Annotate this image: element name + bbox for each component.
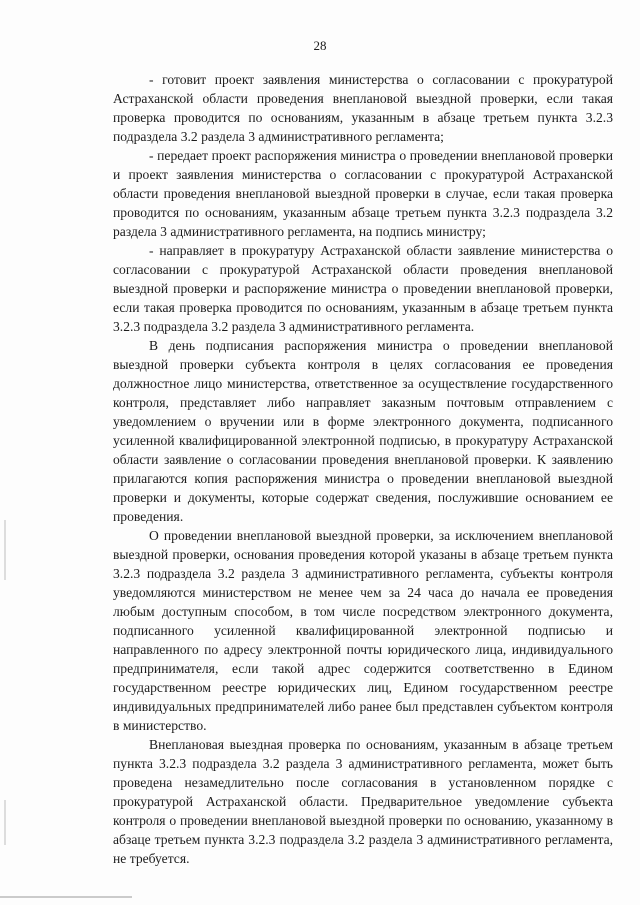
paragraph-1: - готовит проект заявления министерства о согласовании с прокуратурой Астраханской области проведения внеплановой выездной проверки, если такая проверка проводится по основаниям, указанным в абзаце третьем пункта 3.2.3 подраздела 3.2 раздела 3 административного регламента; (113, 72, 613, 144)
scan-edge-mark-upper (4, 520, 6, 580)
scan-edge-mark-lower (4, 800, 6, 845)
page-number: 28 (313, 38, 327, 53)
paragraph-6: Внеплановая выездная проверка по основаниям, указанным в абзаце третьем пункта 3.2.3 подраздела 3.2 раздела 3 административного регламента, может быть проведена незамедлительно после согласования в установленном порядке с прокуратурой Астраханской области. Предварительное уведомление субъекта контроля о проведении внеплановой выездной проверки по основанию, указанному в абзаце третьем пункта 3.2.3 подраздела 3.2 раздела 3 административного регламента, не требуется. (113, 737, 613, 866)
paragraph-4: В день подписания распоряжения министра о проведении внеплановой выездной проверки субъекта контроля в целях согласования ее проведения должностное лицо министерства, ответственное за осуществление государственного контроля, представляет либо направляет заказным почтовым отправлением с уведомлением о вручении или в форме электронного документа, подписанного усиленной квалифицированной электронной подписью, в прокуратуру Астраханской области заявление о согласовании проведения внеплановой проверки. К заявлению прилагаются копия распоряжения министра о проведении внеплановой выездной проверки и документы, которые содержат сведения, послужившие основанием ее проведения. (113, 338, 613, 524)
document-body (113, 70, 613, 868)
scan-bottom-edge (0, 896, 132, 898)
paragraph-3: - направляет в прокуратуру Астраханской области заявление министерства о согласовании с прокуратурой Астраханской области проведения внеплановой выездной проверки и распоряжение министра о проведении внеплановой проверки, если такая проверка проводится по основаниям, указанным в абзаце третьем пункта 3.2.3 подраздела 3.2 раздела 3 административного регламента. (113, 243, 613, 334)
paragraph-5: О проведении внеплановой выездной проверки, за исключением внеплановой выездной проверки, основания проведения которой указаны в абзаце третьем пункта 3.2.3 подраздела 3.2 раздела 3 административного регламента, субъекты контроля уведомляются министерством не менее чем за 24 часа до начала ее проведения любым доступным способом, в том числе посредством электронного документа, подписанного усиленной квалифицированной электронной подписью и направленного по адресу электронной почты юридического лица, индивидуального предпринимателя, если такой адрес содержится соответственно в Едином государственном реестре юридических лиц, Едином государственном реестре индивидуальных предпринимателей либо ранее был представлен субъектом контроля в министерство. (113, 528, 613, 733)
paragraph-2: - передает проект распоряжения министра о проведении внеплановой проверки и проект заявления министерства о согласовании с прокуратурой Астраханской области проведения внеплановой выездной проверки в случае, если такая проверка проводится по основаниям, указанным абзаце третьем пункта 3.2.3 подраздела 3.2 раздела 3 административного регламента, на подпись министру; (113, 148, 613, 239)
